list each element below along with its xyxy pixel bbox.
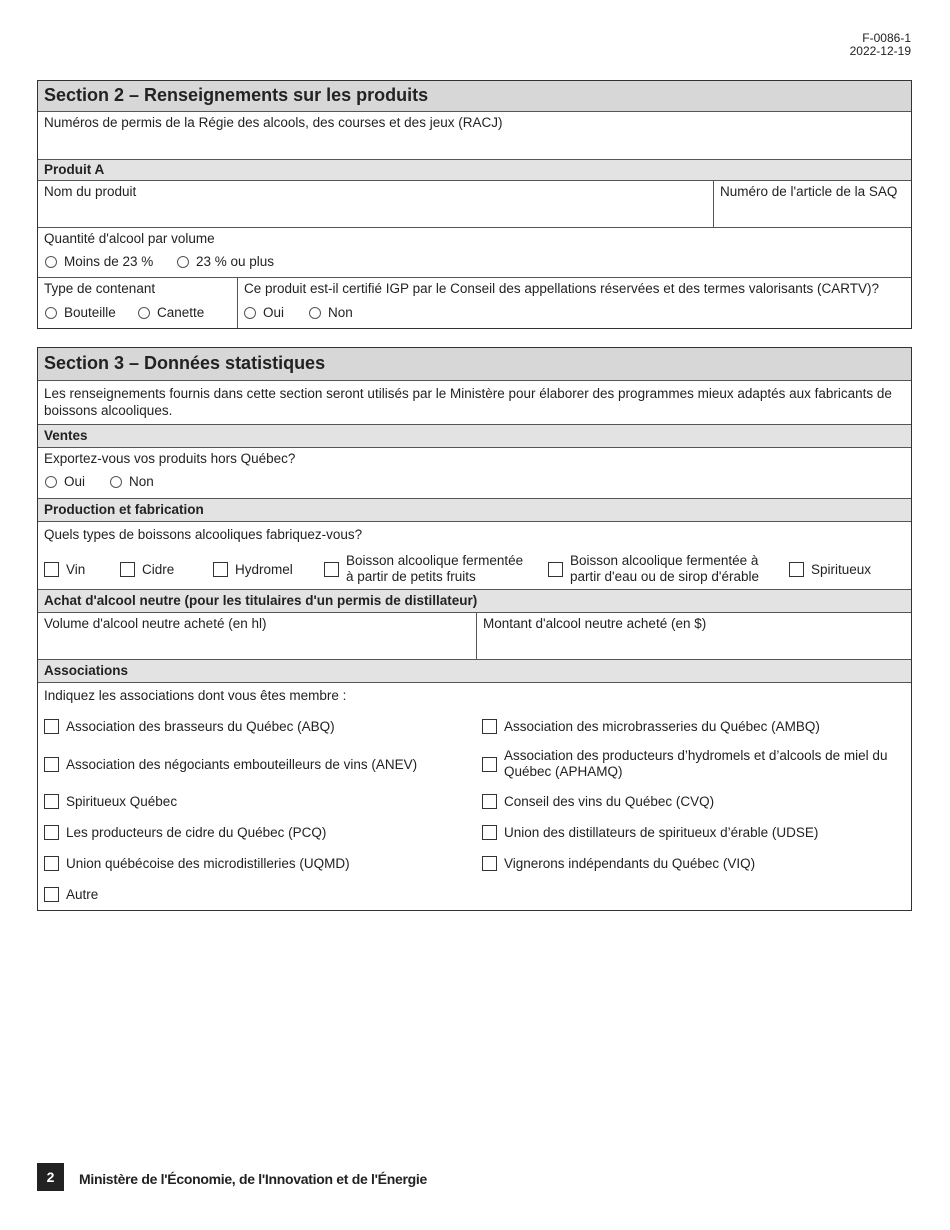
igp-option-non[interactable]: Non (309, 305, 353, 320)
type-vin[interactable]: Vin (44, 562, 85, 577)
radio-button[interactable] (177, 256, 189, 268)
alcohol-row (38, 227, 911, 277)
saq-number-field[interactable] (713, 181, 911, 227)
radio-button[interactable] (244, 307, 256, 319)
assoc-autre[interactable]: Autre (44, 887, 98, 902)
assoc-aphamq[interactable]: Association des producteurs d’hydromels et d’alcools de miel du Québec (APHAMQ) (482, 748, 887, 780)
type-hydromel[interactable]: Hydromel (213, 562, 293, 577)
alcohol-option-under-23[interactable]: Moins de 23 % (45, 254, 153, 269)
type-cidre[interactable]: Cidre (120, 562, 174, 577)
export-label: Exportez-vous vos produits hors Québec? (44, 451, 296, 466)
checkbox[interactable] (120, 562, 135, 577)
container-option-canette[interactable]: Canette (138, 305, 204, 320)
checkbox[interactable] (789, 562, 804, 577)
neutral-amount-field[interactable] (476, 613, 911, 659)
checkbox[interactable] (44, 794, 59, 809)
type-petits-fruits[interactable]: Boisson alcoolique fermentée à partir de petits fruits (324, 553, 523, 585)
ministry-name: Ministère de l'Économie, de l'Innovation et de l'Énergie (79, 1171, 427, 1187)
assoc-uqmd[interactable]: Union québécoise des microdistilleries (UQMD) (44, 856, 350, 871)
form-date: 2022-12-19 (849, 44, 911, 58)
checkbox[interactable] (482, 856, 497, 871)
radio-button[interactable] (45, 307, 57, 319)
assoc-udse[interactable]: Union des distillateurs de spiritueux d’érable (UDSE) (482, 825, 818, 840)
checkbox[interactable] (44, 562, 59, 577)
associations-header: Associations (38, 659, 911, 682)
alcohol-label: Quantité d'alcool par volume (44, 231, 215, 246)
radio-button[interactable] (138, 307, 150, 319)
alcohol-option-23-plus[interactable]: 23 % ou plus (177, 254, 274, 269)
saq-label: Numéro de l'article de la SAQ (720, 184, 898, 199)
igp-cell (237, 278, 911, 328)
checkbox[interactable] (44, 856, 59, 871)
container-type-cell (38, 278, 237, 328)
neutral-amount-label: Montant d'alcool neutre acheté (en $) (483, 616, 707, 631)
neutral-volume-field[interactable] (38, 613, 476, 659)
checkbox[interactable] (482, 719, 497, 734)
assoc-ambq[interactable]: Association des microbrasseries du Québec (AMBQ) (482, 719, 820, 734)
page-number: 2 (37, 1163, 64, 1191)
assoc-pcq[interactable]: Les producteurs de cidre du Québec (PCQ) (44, 825, 326, 840)
assoc-anev[interactable]: Association des négociants embouteilleurs de vins (ANEV) (44, 757, 417, 772)
product-a-header: Produit A (38, 159, 911, 180)
container-igp-row (38, 277, 911, 328)
type-spiritueux[interactable]: Spiritueux (789, 562, 871, 577)
types-label: Quels types de boissons alcooliques fabriquez-vous? (44, 527, 363, 542)
container-option-bouteille[interactable]: Bouteille (45, 305, 116, 320)
permit-label: Numéros de permis de la Régie des alcools, des courses et des jeux (RACJ) (44, 115, 503, 130)
radio-button[interactable] (309, 307, 321, 319)
checkbox[interactable] (213, 562, 228, 577)
section-2-title: Section 2 – Renseignements sur les produits (38, 81, 911, 111)
checkbox[interactable] (44, 825, 59, 840)
form-identifier (850, 32, 911, 58)
igp-label: Ce produit est-il certifié IGP par le Conseil des appellations réservées et des termes valorisants (CARTV)? (244, 281, 880, 296)
checkbox[interactable] (324, 562, 339, 577)
product-row (38, 180, 911, 227)
neutral-volume-label: Volume d'alcool neutre acheté (en hl) (44, 616, 267, 631)
assoc-cvq[interactable]: Conseil des vins du Québec (CVQ) (482, 794, 714, 809)
export-option-non[interactable]: Non (110, 474, 154, 489)
neutral-alcohol-header: Achat d'alcool neutre (pour les titulaires d'un permis de distillateur) (38, 589, 911, 612)
associations-prompt: Indiquez les associations dont vous êtes membre : (44, 688, 347, 703)
production-header: Production et fabrication (38, 498, 911, 521)
permit-field[interactable] (38, 111, 911, 159)
radio-button[interactable] (45, 476, 57, 488)
assoc-spiritueux-quebec[interactable]: Spiritueux Québec (44, 794, 177, 809)
checkbox[interactable] (548, 562, 563, 577)
section-3 (37, 347, 912, 911)
associations-block (38, 682, 911, 910)
sales-header: Ventes (38, 424, 911, 447)
export-option-oui[interactable]: Oui (45, 474, 85, 489)
checkbox[interactable] (44, 757, 59, 772)
neutral-row (38, 612, 911, 659)
checkbox[interactable] (482, 757, 497, 772)
checkbox[interactable] (482, 794, 497, 809)
assoc-abq[interactable]: Association des brasseurs du Québec (ABQ) (44, 719, 335, 734)
section-3-title: Section 3 – Données statistiques (38, 348, 911, 380)
export-row (38, 447, 911, 498)
product-name-label: Nom du produit (44, 184, 137, 199)
product-name-field[interactable] (38, 181, 713, 227)
types-row (38, 521, 911, 589)
form-number: F-0086-1 (862, 31, 911, 45)
radio-button[interactable] (110, 476, 122, 488)
section-2 (37, 80, 912, 329)
container-label: Type de contenant (44, 281, 156, 296)
assoc-viq[interactable]: Vignerons indépendants du Québec (VIQ) (482, 856, 755, 871)
intro-text: Les renseignements fournis dans cette section seront utilisés par le Ministère pour élaborer des programmes mieux adaptés aux fabricants de boissons alcooliques. (44, 386, 892, 418)
radio-button[interactable] (45, 256, 57, 268)
checkbox[interactable] (44, 719, 59, 734)
igp-option-oui[interactable]: Oui (244, 305, 284, 320)
checkbox[interactable] (44, 887, 59, 902)
intro-row (38, 380, 911, 424)
checkbox[interactable] (482, 825, 497, 840)
type-erable[interactable]: Boisson alcoolique fermentée à partir d'eau ou de sirop d'érable (548, 553, 759, 585)
